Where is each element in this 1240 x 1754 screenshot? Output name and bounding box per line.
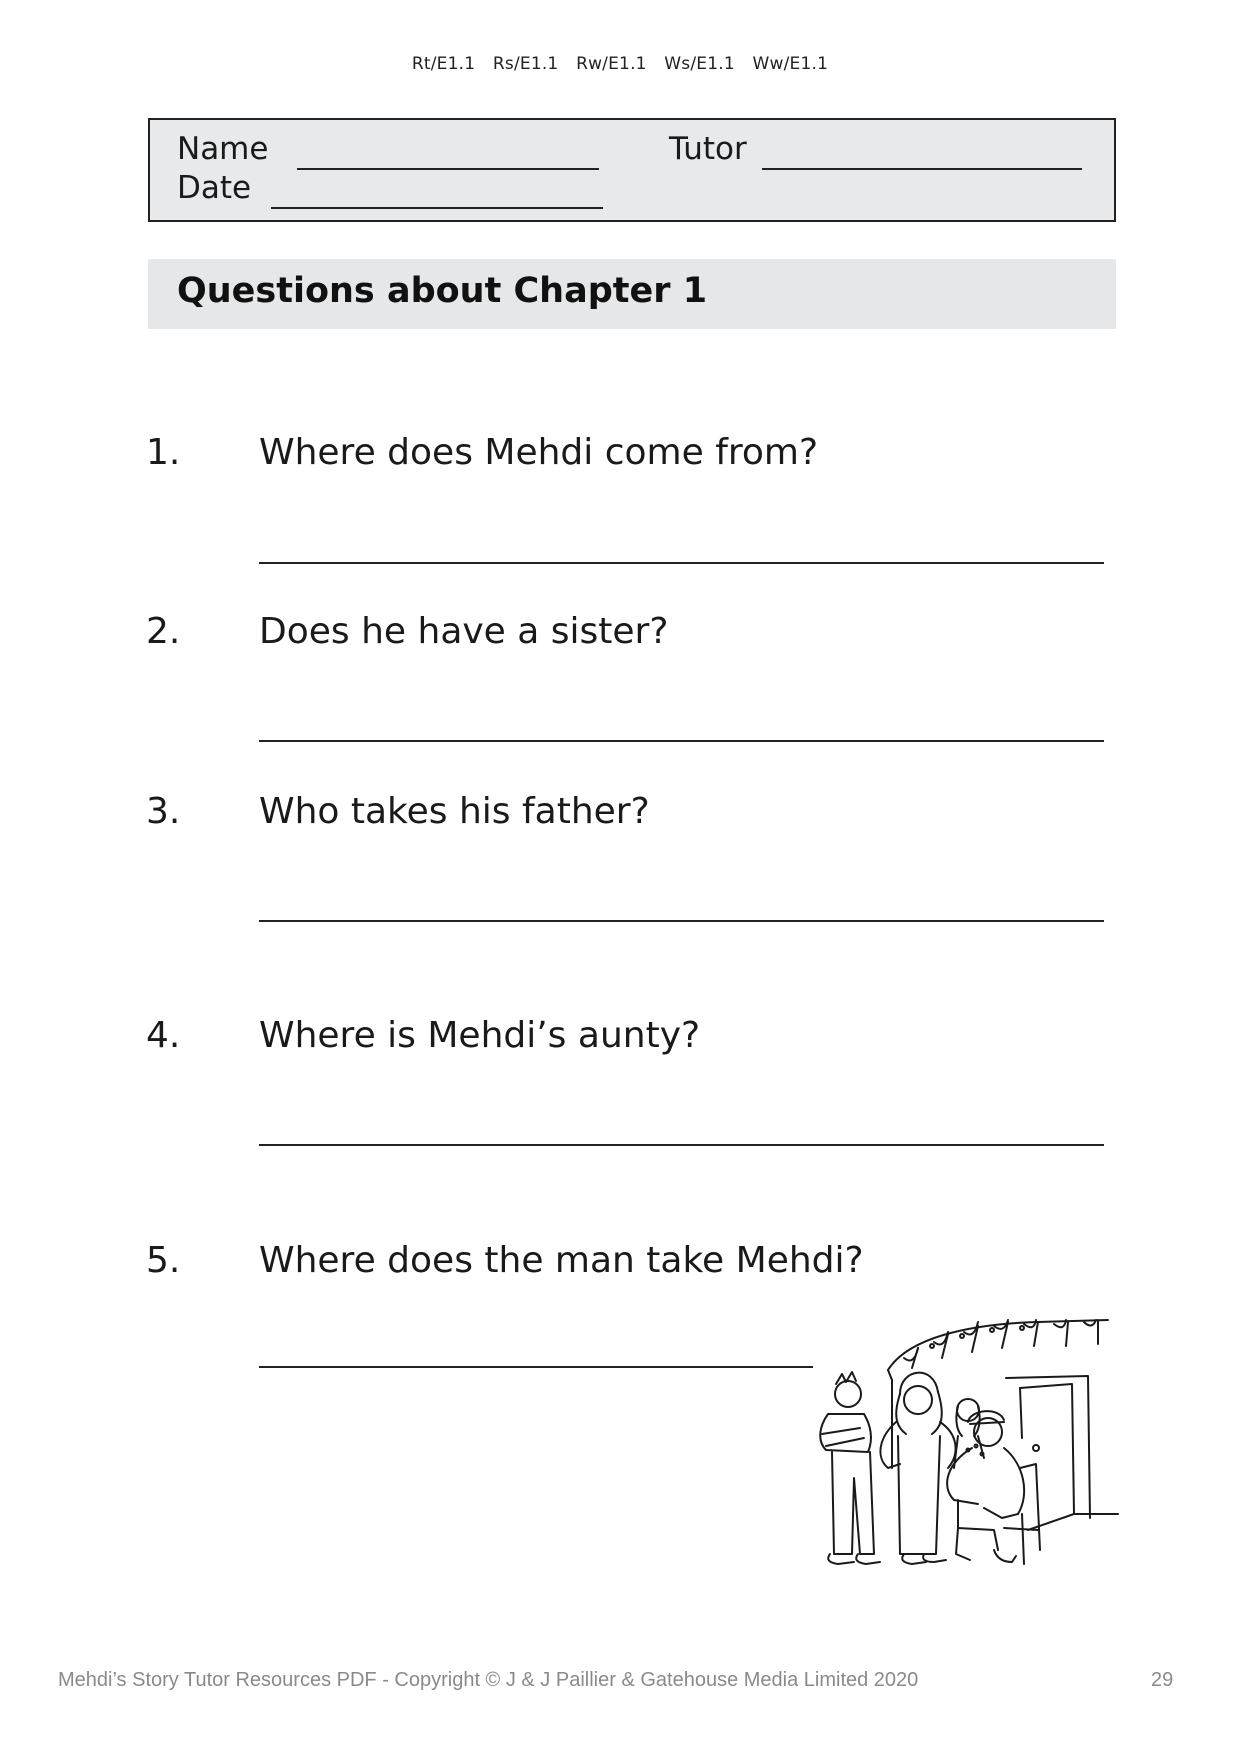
name-line[interactable] — [297, 168, 599, 170]
curriculum-codes — [0, 54, 1240, 74]
answer-line[interactable] — [259, 1144, 1104, 1146]
question-text: Where is Mehdi’s aunty? — [259, 1015, 701, 1056]
answer-line[interactable] — [259, 920, 1104, 922]
section-heading-bar — [148, 259, 1116, 329]
tutor-line[interactable] — [762, 168, 1082, 170]
question-number: 1. — [146, 432, 181, 473]
curriculum-code: Rt/E1.1 — [411, 54, 476, 74]
tutor-field[interactable] — [669, 131, 747, 167]
question-number: 3. — [146, 791, 181, 832]
date-field[interactable] — [177, 170, 251, 206]
answer-line[interactable] — [259, 1366, 813, 1368]
date-line[interactable] — [271, 207, 603, 209]
question-number: 4. — [146, 1015, 181, 1056]
name-field[interactable] — [177, 131, 268, 167]
question-number: 5. — [146, 1240, 181, 1281]
answer-line[interactable] — [259, 740, 1104, 742]
question-text: Who takes his father? — [259, 791, 650, 832]
question-text: Where does Mehdi come from? — [259, 432, 819, 473]
answer-line[interactable] — [259, 562, 1104, 564]
curriculum-code: Rw/E1.1 — [576, 54, 647, 74]
question-text: Does he have a sister? — [259, 611, 669, 652]
tutor-label: Tutor — [669, 131, 747, 167]
student-details-box — [148, 118, 1116, 222]
question-number: 2. — [146, 611, 181, 652]
question-text: Where does the man take Mehdi? — [259, 1240, 864, 1281]
date-label: Date — [177, 170, 252, 206]
curriculum-code: Rs/E1.1 — [492, 54, 559, 74]
page-number: 29 — [1151, 1669, 1174, 1691]
curriculum-code: Ww/E1.1 — [752, 54, 829, 74]
footer-copyright: Mehdi’s Story Tutor Resources PDF - Copyright © J & J Paillier & Gatehouse Media Limited 2020 — [58, 1669, 919, 1691]
family-group-illustration-icon — [808, 1318, 1128, 1618]
section-title: Questions about Chapter 1 — [177, 271, 708, 311]
name-label: Name — [177, 131, 269, 167]
curriculum-code: Ws/E1.1 — [664, 54, 735, 74]
